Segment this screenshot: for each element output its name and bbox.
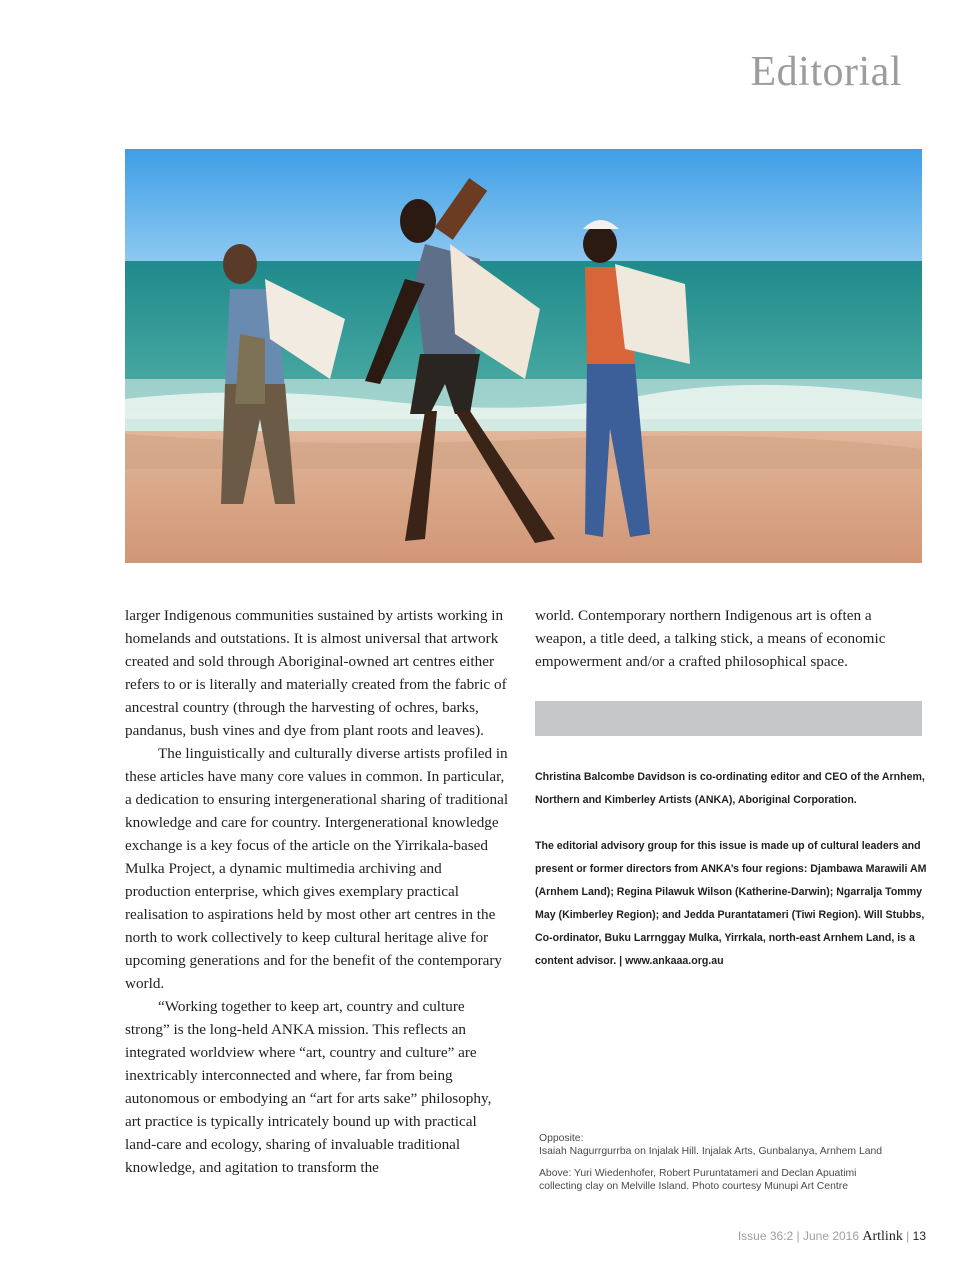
caption-opposite-label: Opposite: bbox=[539, 1133, 584, 1144]
beach-scene-icon bbox=[125, 149, 922, 563]
caption-above bbox=[539, 1167, 924, 1193]
divider-box bbox=[535, 701, 922, 736]
body-paragraph: larger Indigenous communities sustained by artists working in homelands and outstations. It is almost universal that artwork created and sold through Aboriginal-owned art centres either refers to or is literally and materially created from the fabric of ancestral country (through the harvesting of ochres, barks, pandanus, bush vines and dye from plant roots and leaves). bbox=[125, 607, 507, 739]
page-footer bbox=[738, 1229, 926, 1245]
issue-info: Issue 36:2 | June 2016 bbox=[737, 1229, 860, 1243]
author-bio: Christina Balcombe Davidson is co-ordinating editor and CEO of the Arnhem, Northern and Kimberley Artists (ANKA), Aboriginal Corporation. bbox=[535, 771, 925, 806]
caption-above-line: Above: Yuri Wiedenhofer, Robert Puruntatameri and Declan Apuatimi bbox=[539, 1168, 857, 1179]
left-column bbox=[125, 604, 510, 1179]
contributor-bio bbox=[535, 766, 927, 996]
advisory-group-note: The editorial advisory group for this issue is made up of cultural leaders and present or former directors from ANKA’s four regions: Djambawa Marawili AM (Arnhem Land); Regina Pilawuk Wilson (Katherine-Darwin); Ngarralja Tommy May (Kimberley Region); and Jedda Purantatameri (Tiwi Region). Will Stubbs, Co-ordinator, Buku Larrnggay Mulka, Yirrkala, north-east Arnhem Land, is a content advisor. | www.ankaaa.org.au bbox=[535, 840, 927, 967]
magazine-brand: Artlink bbox=[862, 1229, 903, 1244]
section-title: Editorial bbox=[750, 49, 902, 95]
body-paragraph: “Working together to keep art, country and culture strong” is the long-held ANKA mission. This reflects an integrated worldview where “art, country and culture” are inextricably interconnected and where, far from being autonomous or embodying an “art for arts sake” philosophy, art practice is typically intricately bound up with practical land-care and ecology, sharing of invaluable traditional knowledge, and agitation to transform the bbox=[125, 998, 492, 1176]
caption-opposite bbox=[539, 1132, 924, 1158]
caption-above-line: collecting clay on Melville Island. Photo courtesy Munupi Art Centre bbox=[539, 1181, 848, 1192]
body-paragraph: world. Contemporary northern Indigenous art is often a weapon, a title deed, a talking stick, a means of economic empowerment and/or a crafted philosophical space. bbox=[535, 607, 886, 670]
footer-separator: | bbox=[906, 1229, 910, 1243]
right-column bbox=[535, 604, 920, 673]
body-paragraph: The linguistically and culturally diverse artists profiled in these articles have many core values in common. In particular, a dedication to ensuring intergenerational sharing of traditional knowledge and care for country. Intergenerational knowledge exchange is a key focus of the article on the Yirrikala-based Mulka Project, a dynamic multimedia archiving and production enterprise, which gives exemplary practical realisation to aspirations held by most other art centres in the north to work collectively to keep cultural heritage alive for upcoming generations and for the benefit of the contemporary world. bbox=[125, 745, 509, 992]
caption-opposite-text: Isaiah Nagurrgurrba on Injalak Hill. Injalak Arts, Gunbalanya, Arnhem Land bbox=[539, 1146, 883, 1157]
page-number: 13 bbox=[912, 1229, 926, 1243]
photo-captions bbox=[539, 1132, 924, 1202]
beach-photo bbox=[125, 149, 922, 563]
